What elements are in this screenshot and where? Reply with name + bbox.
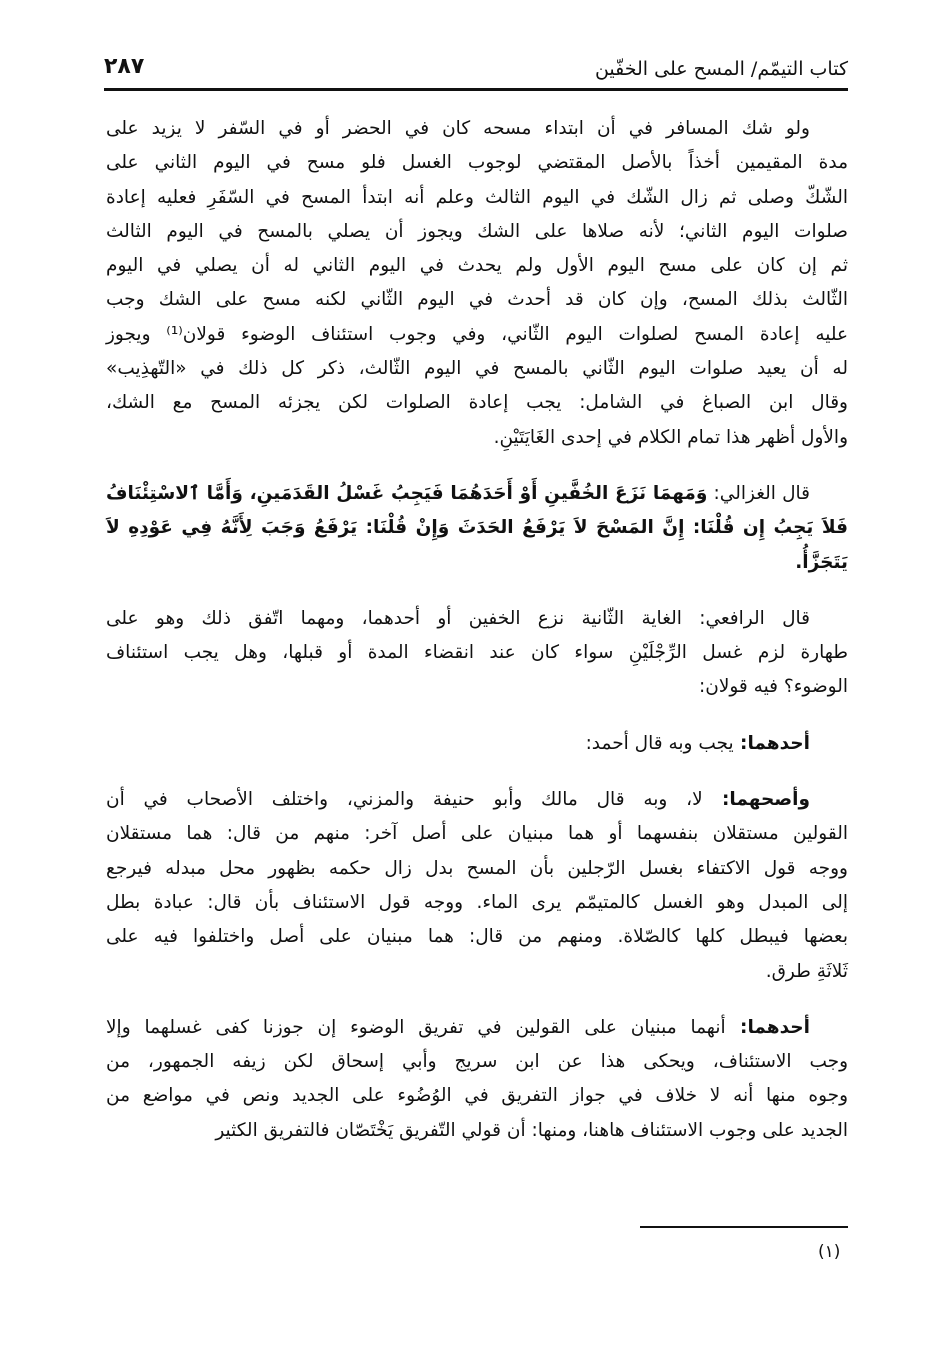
line-text: الشّكّ وصلى ثم زال الشّك في اليوم الثالث وعلم أنه ابتدأ المسح في السّفَرِ فعليه إعادة xyxy=(106,186,848,208)
footnote-marker: (١) xyxy=(818,1242,841,1262)
text-line xyxy=(106,1045,848,1079)
bold-text: وَمَهمَا نَزَعَ الخُفَّينِ أَوْ أَحَدَهُمَا فَيَجِبُ غَسْلُ القَدَمَينِ، وَأَمَّا ٱلاسْتِئْنَافُ xyxy=(106,482,708,504)
line-text: مدة المقيمين أخذاً بالأصل المقتضي لوجوب الغسل فلو مسح في اليوم الثاني على xyxy=(106,152,848,174)
line-text: له أن يعيد صلوات اليوم الثّاني بالمسح في اليوم الثّالث، ذكر كل ذلك في «التّهذِيب» xyxy=(106,358,848,380)
line-text: إلى المبدل وهو الغسل كالمتيمّم يرى الماء. ووجه قول الاستئناف بأن قال: عبادة بطل xyxy=(106,891,848,913)
text-line xyxy=(106,511,848,545)
text-line xyxy=(106,886,848,920)
paragraph xyxy=(106,602,848,705)
text-line xyxy=(106,955,848,989)
line-text: قال الرافعي: الغاية الثّانية نزع الخفين أو أحدهما، ومهما اتّفق ذلك وهو على xyxy=(106,607,810,629)
line-text: وقال ابن الصباغ في الشامل: يجب إعادة الصلوات لكن يجزئه المسح مع الشك، xyxy=(106,392,848,414)
line-text: صلوات اليوم الثاني؛ لأنه صلاها على الشك ويجوز أن يصلي بالمسح في اليوم الثالث xyxy=(106,220,848,242)
text-line xyxy=(106,1114,848,1148)
bold-text: يَتَجَزَّأُ. xyxy=(795,551,848,573)
bold-text: أحدهما: xyxy=(733,732,810,754)
text-line xyxy=(106,636,848,670)
footnote-rule xyxy=(640,1226,848,1228)
text-line xyxy=(106,1011,848,1045)
line-text: قال الغزالي: xyxy=(707,482,810,504)
running-title: كتاب التيمّم/ المسح على الخفّين xyxy=(594,58,848,80)
main-text xyxy=(106,112,848,1148)
line-text: أنهما مبنيان على القولين في تفريق الوضوء إن جوزنا كفى غسلهما وإلا xyxy=(106,1016,726,1038)
text-line xyxy=(106,283,848,317)
paragraph xyxy=(106,783,848,989)
bold-text: وأصحهما: xyxy=(702,789,810,811)
text-line xyxy=(106,546,848,580)
line-text: طهارة لزم غسل الرِّجْلَيْنِ سواء كان عند انقضاء المدة أو قبلها، وهل يجب استئناف xyxy=(106,642,848,664)
line-text: الجديد على وجوب الاستئناف هاهنا، ومنها: أن قولي التّفريق يَخْتَصّان فالتفريق الكثير xyxy=(215,1119,848,1141)
line-text: ثم إن كان على مسح اليوم الأول ولم يحدث في اليوم الثاني له أن يصلي في اليوم xyxy=(106,255,848,277)
paragraph xyxy=(106,112,848,455)
line-text: عليه إعادة المسح لصلوات اليوم الثّاني، وفي وجوب استئناف الوضوء قولان⁽¹⁾ ويجوز xyxy=(106,323,848,345)
paragraph xyxy=(106,727,848,761)
text-line xyxy=(106,421,848,455)
bold-text: فَلاَ يَجِبُ إِن قُلْنَا: إِنَّ المَسْحَ لاَ يَرْفَعُ الحَدَثَ وَإِنْ قُلْنَا: يَرْفَعُ وَجَبَ لِأَنَّهُ فِي عَوْدِهِ لاَ xyxy=(106,517,848,539)
text-line xyxy=(106,181,848,215)
header-rule xyxy=(104,88,848,91)
text-line xyxy=(106,852,848,886)
line-text: وجوه منها أنه لا خلاف في جواز التفريق في الوُضُوء على الجديد ونص في مواضع من xyxy=(106,1085,848,1107)
line-text: ثَلاثَةِ طرق. xyxy=(765,960,848,982)
line-text: القولين مستقلان بنفسهما أو هما مبنيان على أصل آخر: منهم من قال: هما مستقلان xyxy=(106,823,848,845)
text-line xyxy=(106,112,848,146)
paragraph xyxy=(106,1011,848,1148)
page-number: ٢٨٧ xyxy=(104,54,145,79)
text-line xyxy=(106,920,848,954)
text-line xyxy=(106,249,848,283)
line-text: يجب وبه قال أحمد: xyxy=(585,732,734,754)
line-text: وجب الاستئناف، ويحكى هذا عن ابن سريج وأبي إسحاق لكن زيفه الجمهور، من xyxy=(106,1051,848,1073)
text-line xyxy=(106,670,848,704)
text-line xyxy=(106,215,848,249)
paragraph xyxy=(106,477,848,580)
text-line xyxy=(106,352,848,386)
line-text: بعضها فيبطل كلها كالصّلاة. ومنهم من قال: هما مبنيان على أصل واختلفوا فيه على xyxy=(106,926,848,948)
line-text: لا، وبه قال مالك وأبو حنيفة والمزني، واختلف الأصحاب في أن xyxy=(106,789,703,811)
text-line xyxy=(106,602,848,636)
page-header xyxy=(104,52,848,86)
line-text: الثّالث بذلك المسح، وإن كان قد أحدث في اليوم الثّاني لكنه مسح على الشك وجب xyxy=(106,289,848,311)
line-text: الوضوء؟ فيه قولان: xyxy=(699,676,848,698)
text-line xyxy=(106,1079,848,1113)
text-line xyxy=(106,477,848,511)
text-line xyxy=(106,386,848,420)
text-line xyxy=(106,817,848,851)
text-line xyxy=(106,146,848,180)
text-line xyxy=(106,783,848,817)
line-text: ووجه قول الاكتفاء بغسل الرّجلين بأن المسح بدل زال حكمه بظهور محل مبدله فيرجع xyxy=(106,857,848,879)
text-line xyxy=(106,727,848,761)
line-text: ولو شك المسافر في أن ابتداء مسحه كان في الحضر أو في السّفر لا يزيد على xyxy=(106,118,810,139)
line-text: والأول أظهر هذا تمام الكلام في إحدى الغَايَتَيْنِ. xyxy=(493,426,848,448)
text-line xyxy=(106,318,848,352)
bold-text: أحدهما: xyxy=(725,1016,810,1038)
